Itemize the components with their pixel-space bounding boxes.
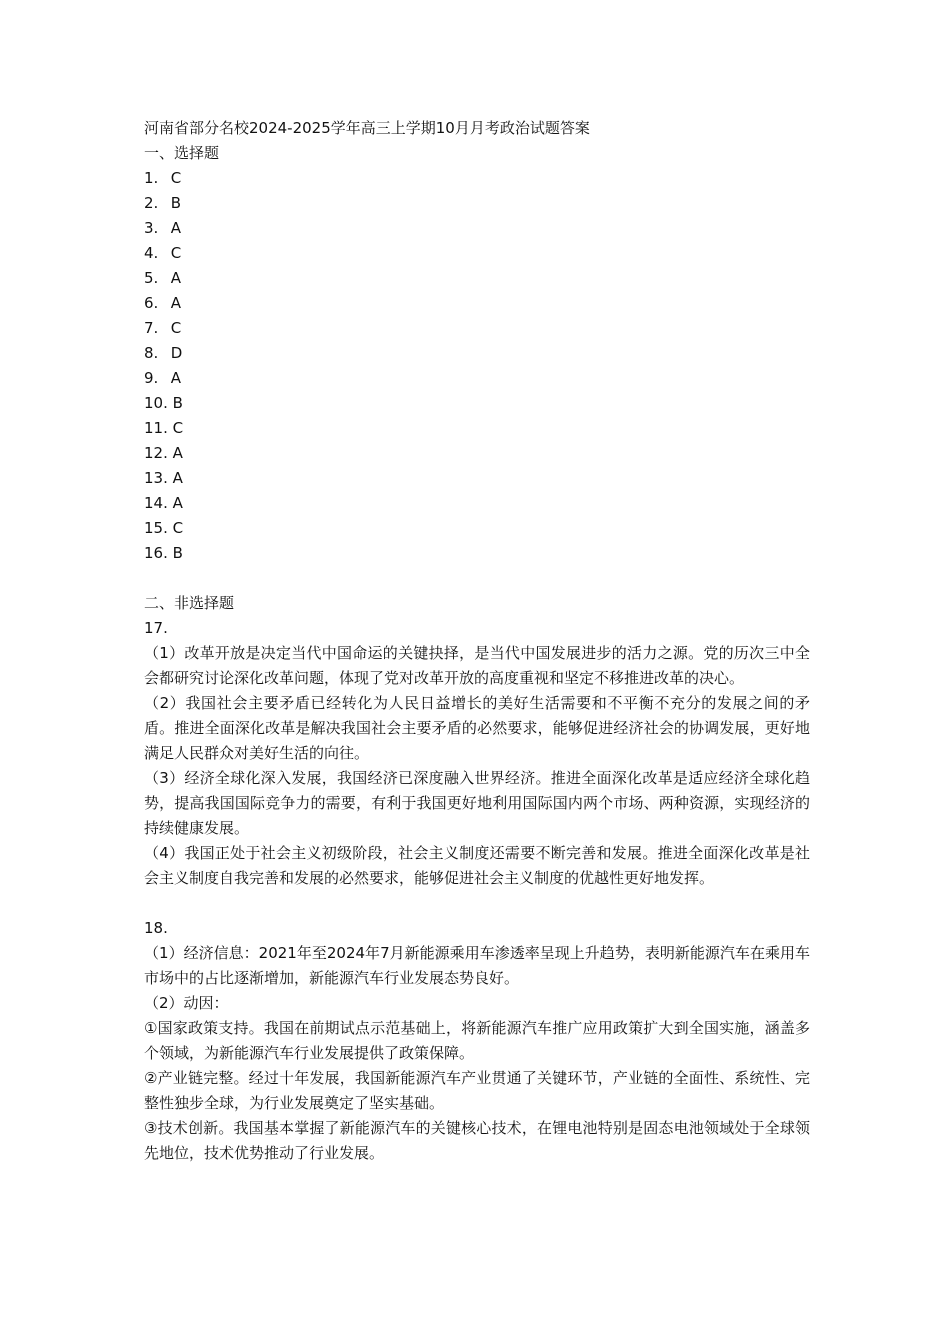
choice-question-number: 2. <box>144 194 159 212</box>
q17-label: 17. <box>144 619 168 637</box>
q18-point-1: （1）经济信息：2021年至2024年7月新能源乘用车渗透率呈现上升趋势，表明新能源汽车在乘用车市场中的占比逐渐增加，新能源汽车行业发展态势良好。 <box>144 944 810 987</box>
choice-question-number: 8. <box>144 344 159 362</box>
section2-heading: 二、非选择题 <box>144 594 235 612</box>
choice-answer-letter: C <box>170 244 182 262</box>
choice-question-number: 15. <box>144 519 168 537</box>
choice-question-number: 7. <box>144 319 159 337</box>
choice-answer-letter: A <box>170 369 182 387</box>
choice-answer-item <box>144 341 810 366</box>
q17-point-4: （4）我国正处于社会主义初级阶段，社会主义制度还需要不断完善和发展。推进全面深化改革是社会主义制度自我完善和发展的必然要求，能够促进社会主义制度的优越性更好地发挥。 <box>144 844 810 887</box>
choice-answer-letter: A <box>170 269 182 287</box>
choice-answer-item <box>144 466 810 491</box>
choice-question-number: 1. <box>144 169 159 187</box>
choice-question-number: 16. <box>144 544 168 562</box>
choice-answer-letter: A <box>170 294 182 312</box>
q18-reason-3: ③技术创新。我国基本掌握了新能源汽车的关键核心技术，在锂电池特别是固态电池领域处于全球领先地位，技术优势推动了行业发展。 <box>144 1119 810 1162</box>
choice-answer-letter: C <box>170 319 182 337</box>
choice-answer-item <box>144 516 810 541</box>
choice-answer-item <box>144 166 810 191</box>
choice-answer-item <box>144 491 810 516</box>
q18-point-2: （2）动因： <box>144 994 229 1012</box>
choice-answer-item <box>144 441 810 466</box>
choice-answer-letter: C <box>172 519 184 537</box>
q17-point-1: （1）改革开放是决定当代中国命运的关键抉择，是当代中国发展进步的活力之源。党的历次三中全会都研究讨论深化改革问题，体现了党对改革开放的高度重视和坚定不移推进改革的决心。 <box>144 644 810 687</box>
choice-answer-letter: C <box>172 419 184 437</box>
choice-answer-item <box>144 266 810 291</box>
choice-question-number: 11. <box>144 419 168 437</box>
choice-answer-letter: D <box>170 344 183 362</box>
choice-question-number: 3. <box>144 219 159 237</box>
choice-answer-list <box>144 166 810 566</box>
choice-question-number: 13. <box>144 469 168 487</box>
q18-reason-1: ①国家政策支持。我国在前期试点示范基础上，将新能源汽车推广应用政策扩大到全国实施，涵盖多个领域，为新能源汽车行业发展提供了政策保障。 <box>144 1019 810 1062</box>
choice-question-number: 9. <box>144 369 159 387</box>
q18-reason-2: ②产业链完整。经过十年发展，我国新能源汽车产业贯通了关键环节，产业链的全面性、系统性、完整性独步全球，为行业发展奠定了坚实基础。 <box>144 1069 810 1112</box>
document-title: 河南省部分名校2024-2025学年高三上学期10月月考政治试题答案 <box>144 119 590 137</box>
choice-answer-letter: A <box>170 219 182 237</box>
choice-answer-letter: B <box>172 544 183 562</box>
choice-answer-letter: B <box>172 394 183 412</box>
choice-question-number: 10. <box>144 394 168 412</box>
choice-answer-item <box>144 291 810 316</box>
choice-answer-item <box>144 391 810 416</box>
choice-question-number: 6. <box>144 294 159 312</box>
choice-answer-item <box>144 241 810 266</box>
section1-heading: 一、选择题 <box>144 144 220 162</box>
choice-answer-item <box>144 216 810 241</box>
choice-answer-item <box>144 191 810 216</box>
choice-answer-item <box>144 316 810 341</box>
choice-answer-item <box>144 541 810 566</box>
choice-answer-letter: B <box>170 194 182 212</box>
choice-answer-letter: C <box>170 169 182 187</box>
choice-answer-item <box>144 366 810 391</box>
choice-question-number: 4. <box>144 244 159 262</box>
choice-answer-letter: A <box>172 469 183 487</box>
choice-question-number: 14. <box>144 494 168 512</box>
choice-answer-letter: A <box>172 444 183 462</box>
q17-point-3: （3）经济全球化深入发展，我国经济已深度融入世界经济。推进全面深化改革是适应经济全球化趋势，提高我国国际竞争力的需要，有利于我国更好地利用国际国内两个市场、两种资源，实现经济的持续健康发展。 <box>144 769 810 837</box>
q18-label: 18. <box>144 919 168 937</box>
choice-question-number: 12. <box>144 444 168 462</box>
q17-point-2: （2）我国社会主要矛盾已经转化为人民日益增长的美好生活需要和不平衡不充分的发展之间的矛盾。推进全面深化改革是解决我国社会主要矛盾的必然要求，能够促进经济社会的协调发展，更好地满足人民群众对美好生活的向往。 <box>144 694 810 762</box>
document-page <box>144 116 810 1166</box>
spacer <box>144 566 810 591</box>
choice-question-number: 5. <box>144 269 159 287</box>
spacer <box>144 891 810 916</box>
choice-answer-item <box>144 416 810 441</box>
choice-answer-letter: A <box>172 494 183 512</box>
